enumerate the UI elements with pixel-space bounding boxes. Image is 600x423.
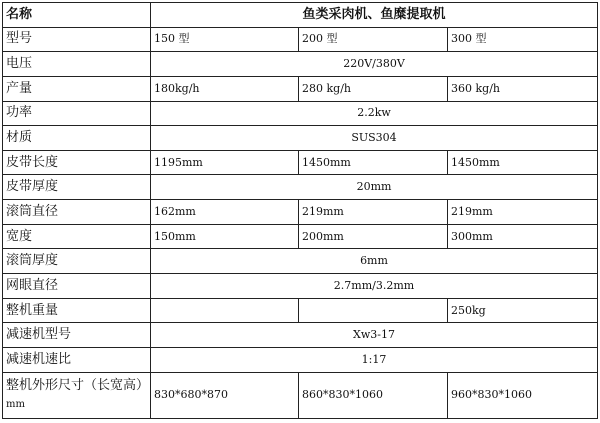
row-label: [3, 372, 151, 418]
header-label: 名称: [3, 3, 151, 28]
row-voltage: [3, 52, 598, 77]
cell-output-150: 180kg/h: [151, 76, 299, 101]
row-power: [3, 101, 598, 126]
cell-dimensions-300: 960*830*1060: [448, 372, 598, 418]
cell-reducer-ratio: 1:17: [151, 347, 598, 372]
row-drum-thickness: [3, 249, 598, 274]
row-label: 整机重量: [3, 298, 151, 323]
row-label: 型号: [3, 27, 151, 52]
row-reducer-model: [3, 323, 598, 348]
row-width: [3, 224, 598, 249]
row-belt-length: [3, 150, 598, 175]
cell-width-150: 150mm: [151, 224, 299, 249]
cell-output-300: 360 kg/h: [448, 76, 598, 101]
cell-dimensions-150: 830*680*870: [151, 372, 299, 418]
row-label: 功率: [3, 101, 151, 126]
cell-model-300: 300 型: [448, 27, 598, 52]
row-drum-diameter: [3, 200, 598, 225]
cell-material: SUS304: [151, 126, 598, 151]
row-label: 网眼直径: [3, 274, 151, 299]
cell-belt-length-300: 1450mm: [448, 150, 598, 175]
row-label: 减速机速比: [3, 347, 151, 372]
row-model: [3, 27, 598, 52]
row-material: [3, 126, 598, 151]
row-output: [3, 76, 598, 101]
cell-weight-200: [299, 298, 448, 323]
dimensions-label-text: 整机外形尺寸（长宽高）: [6, 377, 150, 393]
row-label: 滚筒直径: [3, 200, 151, 225]
spec-table: [2, 2, 598, 419]
cell-belt-length-150: 1195mm: [151, 150, 299, 175]
cell-power: 2.2kw: [151, 101, 598, 126]
cell-voltage: 220V/380V: [151, 52, 598, 77]
cell-weight-150: [151, 298, 299, 323]
cell-drum-diameter-150: 162mm: [151, 200, 299, 225]
cell-model-200: 200 型: [299, 27, 448, 52]
cell-drum-diameter-200: 219mm: [299, 200, 448, 225]
row-label: 电压: [3, 52, 151, 77]
cell-drum-thickness: 6mm: [151, 249, 598, 274]
row-label: 皮带长度: [3, 150, 151, 175]
row-mesh-diameter: [3, 274, 598, 299]
row-label: 材质: [3, 126, 151, 151]
cell-reducer-model: Xw3-17: [151, 323, 598, 348]
cell-model-150: 150 型: [151, 27, 299, 52]
row-label: 减速机型号: [3, 323, 151, 348]
row-reducer-ratio: [3, 347, 598, 372]
cell-mesh-diameter: 2.7mm/3.2mm: [151, 274, 598, 299]
row-weight: [3, 298, 598, 323]
row-label: 滚筒厚度: [3, 249, 151, 274]
row-label: 皮带厚度: [3, 175, 151, 200]
cell-output-200: 280 kg/h: [299, 76, 448, 101]
dimensions-label-unit: mm: [6, 398, 25, 410]
row-dimensions: [3, 372, 598, 418]
cell-drum-diameter-300: 219mm: [448, 200, 598, 225]
cell-belt-length-200: 1450mm: [299, 150, 448, 175]
row-belt-thickness: [3, 175, 598, 200]
cell-belt-thickness: 20mm: [151, 175, 598, 200]
cell-dimensions-200: 860*830*1060: [299, 372, 448, 418]
row-label: 产量: [3, 76, 151, 101]
product-title: 鱼类采肉机、鱼糜提取机: [151, 3, 598, 28]
cell-width-300: 300mm: [448, 224, 598, 249]
row-label: 宽度: [3, 224, 151, 249]
header-row: [3, 3, 598, 28]
cell-width-200: 200mm: [299, 224, 448, 249]
cell-weight-300: 250kg: [448, 298, 598, 323]
